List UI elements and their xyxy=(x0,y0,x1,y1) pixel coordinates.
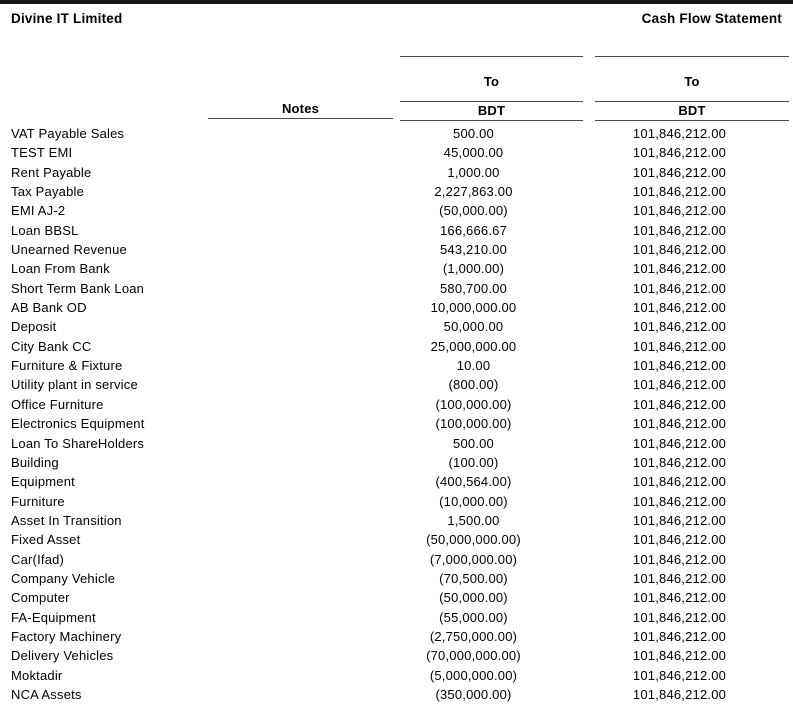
amount-cell-cumulative: 101,846,212.00 xyxy=(632,590,727,606)
column-gap xyxy=(382,414,389,433)
notes-cell xyxy=(197,240,382,259)
column-gap xyxy=(382,240,389,259)
column-gap xyxy=(572,434,584,453)
column-gap xyxy=(572,279,584,298)
account-label: Equipment xyxy=(11,474,75,490)
amount-cell-period: (100.00) xyxy=(448,454,499,470)
amount-cell-period: 166,666.67 xyxy=(439,222,508,238)
amount-cell-cumulative: 101,846,212.00 xyxy=(632,164,727,180)
table-body xyxy=(0,124,793,704)
column-gap xyxy=(572,511,584,530)
account-label: Loan BBSL xyxy=(11,222,79,238)
column-gap xyxy=(572,356,584,375)
amount-cell-cumulative: 101,846,212.00 xyxy=(632,474,727,490)
column-gap xyxy=(382,298,389,317)
amount-cell-period: 45,000.00 xyxy=(443,145,504,161)
amount-cell-period: 10,000,000.00 xyxy=(430,300,517,316)
notes-cell xyxy=(197,317,382,336)
table-row xyxy=(0,317,793,336)
amount-cell-cumulative: 101,846,212.00 xyxy=(632,184,727,200)
amount-cell-cumulative: 101,846,212.00 xyxy=(632,319,727,335)
amount-cell-period: 500.00 xyxy=(453,435,494,451)
notes-cell xyxy=(197,511,382,530)
amount-cell-period: (350,000.00) xyxy=(435,686,512,702)
notes-cell xyxy=(197,627,382,646)
table-row xyxy=(0,182,793,201)
notes-cell xyxy=(197,492,382,511)
amount-cell-period: 1,000.00 xyxy=(447,164,500,180)
column-gap xyxy=(382,588,389,607)
account-label: VAT Payable Sales xyxy=(11,126,125,141)
column-gap xyxy=(382,182,389,201)
notes-cell xyxy=(197,685,382,704)
account-label: Furniture & Fixture xyxy=(11,358,123,374)
amount-cell-period: (50,000.00) xyxy=(439,203,508,219)
column-gap xyxy=(572,259,584,278)
column-gap xyxy=(382,375,389,394)
table-row xyxy=(0,356,793,375)
column-gap xyxy=(382,434,389,453)
notes-cell xyxy=(197,124,382,143)
account-label: EMI AJ-2 xyxy=(11,203,66,219)
column-1-currency-label: BDT xyxy=(477,103,506,118)
table-row xyxy=(0,588,793,607)
notes-cell xyxy=(197,163,382,182)
amount-cell-period: 1,500.00 xyxy=(447,512,500,528)
account-label: FA-Equipment xyxy=(11,609,96,625)
account-label: Rent Payable xyxy=(11,164,92,180)
column-gap xyxy=(382,317,389,336)
document-header xyxy=(11,11,782,26)
notes-cell xyxy=(197,588,382,607)
amount-cell-period: (70,000,000.00) xyxy=(426,648,521,664)
table-row xyxy=(0,530,793,549)
column-gap xyxy=(382,627,389,646)
notes-cell xyxy=(197,608,382,627)
notes-cell xyxy=(197,414,382,433)
account-label: Building xyxy=(11,454,59,470)
amount-cell-cumulative: 101,846,212.00 xyxy=(632,551,727,567)
table-row xyxy=(0,434,793,453)
table-row xyxy=(0,472,793,491)
notes-cell xyxy=(197,182,382,201)
column-1-period-label: To xyxy=(483,74,500,89)
notes-cell xyxy=(197,472,382,491)
table-row xyxy=(0,511,793,530)
amount-cell-period: 543,210.00 xyxy=(439,242,508,258)
notes-cell xyxy=(197,666,382,685)
amount-cell-cumulative: 101,846,212.00 xyxy=(632,396,727,412)
table-row xyxy=(0,221,793,240)
amount-cell-period: (2,750,000.00) xyxy=(429,628,518,644)
notes-cell xyxy=(197,434,382,453)
column-gap xyxy=(572,569,584,588)
amount-cell-cumulative: 101,846,212.00 xyxy=(632,435,727,451)
amount-cell-cumulative: 101,846,212.00 xyxy=(632,261,727,277)
amount-cell-cumulative: 101,846,212.00 xyxy=(632,454,727,470)
amount-column-2-header xyxy=(595,56,789,121)
top-border-bar xyxy=(0,0,793,4)
amount-cell-period: (70,500.00) xyxy=(439,570,508,586)
table-row xyxy=(0,201,793,220)
amount-cell-cumulative: 101,846,212.00 xyxy=(632,667,727,683)
table-row xyxy=(0,550,793,569)
account-label: Company Vehicle xyxy=(11,570,116,586)
table-row xyxy=(0,492,793,511)
column-gap xyxy=(382,685,389,704)
column-2-mid-rule xyxy=(595,101,789,102)
column-1-top-rule xyxy=(400,56,583,57)
table-row xyxy=(0,666,793,685)
column-gap xyxy=(572,182,584,201)
column-gap xyxy=(572,317,584,336)
amount-cell-period: 25,000,000.00 xyxy=(430,338,517,354)
column-gap xyxy=(382,337,389,356)
account-label: Moktadir xyxy=(11,667,63,683)
account-label: Furniture xyxy=(11,493,65,509)
account-label: Unearned Revenue xyxy=(11,242,127,258)
column-gap xyxy=(382,143,389,162)
amount-cell-period: 2,227,863.00 xyxy=(434,184,513,200)
column-gap xyxy=(382,163,389,182)
account-label: Office Furniture xyxy=(11,396,104,412)
table-row xyxy=(0,646,793,665)
column-gap xyxy=(572,143,584,162)
amount-cell-period: (7,000,000.00) xyxy=(429,551,518,567)
table-row xyxy=(0,163,793,182)
notes-cell xyxy=(197,259,382,278)
column-gap xyxy=(382,492,389,511)
notes-cell xyxy=(197,143,382,162)
amount-cell-period: (50,000,000.00) xyxy=(426,532,521,548)
column-2-currency-label: BDT xyxy=(678,103,706,118)
account-label: Car(Ifad) xyxy=(11,551,65,567)
amount-cell-period: (800.00) xyxy=(448,377,499,393)
column-2-bottom-rule xyxy=(595,120,789,121)
column-gap xyxy=(572,472,584,491)
column-gap xyxy=(572,414,584,433)
column-gap xyxy=(572,588,584,607)
column-gap xyxy=(572,666,584,685)
notes-cell xyxy=(197,453,382,472)
table-row xyxy=(0,124,793,143)
amount-cell-cumulative: 101,846,212.00 xyxy=(632,532,727,548)
account-label: NCA Assets xyxy=(11,686,82,702)
notes-cell xyxy=(197,356,382,375)
notes-column-header xyxy=(208,101,393,119)
amount-cell-period: 500.00 xyxy=(453,126,494,141)
amount-cell-cumulative: 101,846,212.00 xyxy=(632,648,727,664)
amount-cell-cumulative: 101,846,212.00 xyxy=(632,222,727,238)
amount-cell-period: 10.00 xyxy=(456,358,491,374)
account-label: Factory Machinery xyxy=(11,628,122,644)
notes-cell xyxy=(197,337,382,356)
table-row xyxy=(0,375,793,394)
table-row xyxy=(0,608,793,627)
amount-cell-cumulative: 101,846,212.00 xyxy=(632,416,727,432)
column-gap xyxy=(382,530,389,549)
account-label: TEST EMI xyxy=(11,145,73,161)
column-gap xyxy=(382,608,389,627)
amount-cell-period: (100,000.00) xyxy=(435,416,512,432)
account-label: Short Term Bank Loan xyxy=(11,280,145,296)
column-gap xyxy=(382,124,389,143)
amount-cell-cumulative: 101,846,212.00 xyxy=(632,126,727,141)
amount-cell-period: (100,000.00) xyxy=(435,396,512,412)
column-gap xyxy=(572,453,584,472)
account-label: Fixed Asset xyxy=(11,532,81,548)
column-gap xyxy=(572,221,584,240)
amount-column-1-header xyxy=(400,56,583,121)
column-gap xyxy=(572,608,584,627)
column-gap xyxy=(382,453,389,472)
report-title: Cash Flow Statement xyxy=(641,11,782,26)
amount-cell-cumulative: 101,846,212.00 xyxy=(632,203,727,219)
amount-cell-cumulative: 101,846,212.00 xyxy=(632,145,727,161)
table-row xyxy=(0,414,793,433)
account-label: Asset In Transition xyxy=(11,512,122,528)
amount-cell-period: 580,700.00 xyxy=(439,280,508,296)
column-gap xyxy=(382,646,389,665)
table-row xyxy=(0,627,793,646)
amount-cell-period: (10,000.00) xyxy=(439,493,508,509)
column-gap xyxy=(382,221,389,240)
amount-cell-cumulative: 101,846,212.00 xyxy=(632,280,727,296)
table-row xyxy=(0,685,793,704)
amount-cell-cumulative: 101,846,212.00 xyxy=(632,609,727,625)
amount-cell-period: (50,000.00) xyxy=(439,590,508,606)
amount-cell-cumulative: 101,846,212.00 xyxy=(632,493,727,509)
notes-cell xyxy=(197,646,382,665)
column-gap xyxy=(572,240,584,259)
account-label: Deposit xyxy=(11,319,57,335)
column-gap xyxy=(572,395,584,414)
account-label: City Bank CC xyxy=(11,338,92,354)
table-row xyxy=(0,279,793,298)
account-label: Utility plant in service xyxy=(11,377,138,393)
amount-cell-period: (1,000.00) xyxy=(442,261,505,277)
notes-cell xyxy=(197,395,382,414)
amount-cell-period: (55,000.00) xyxy=(439,609,508,625)
column-1-bottom-rule xyxy=(400,120,583,121)
amount-cell-cumulative: 101,846,212.00 xyxy=(632,377,727,393)
amount-cell-cumulative: 101,846,212.00 xyxy=(632,686,727,702)
column-1-mid-rule xyxy=(400,101,583,102)
amount-cell-cumulative: 101,846,212.00 xyxy=(632,358,727,374)
column-gap xyxy=(382,395,389,414)
column-gap xyxy=(382,666,389,685)
amount-cell-period: 50,000.00 xyxy=(443,319,504,335)
notes-cell xyxy=(197,279,382,298)
column-gap xyxy=(382,472,389,491)
account-label: Delivery Vehicles xyxy=(11,648,114,664)
table-row xyxy=(0,395,793,414)
notes-cell xyxy=(197,530,382,549)
amount-cell-cumulative: 101,846,212.00 xyxy=(632,570,727,586)
amount-cell-period: (5,000,000.00) xyxy=(429,667,518,683)
amount-cell-period: (400,564.00) xyxy=(435,474,512,490)
column-gap xyxy=(572,201,584,220)
account-label: AB Bank OD xyxy=(11,300,87,316)
notes-cell xyxy=(197,569,382,588)
amount-cell-cumulative: 101,846,212.00 xyxy=(632,300,727,316)
column-gap xyxy=(572,124,584,143)
amount-cell-cumulative: 101,846,212.00 xyxy=(632,338,727,354)
column-gap xyxy=(572,646,584,665)
column-gap xyxy=(382,356,389,375)
amount-cell-cumulative: 101,846,212.00 xyxy=(632,512,727,528)
table-row xyxy=(0,453,793,472)
column-gap xyxy=(382,201,389,220)
account-label: Loan To ShareHolders xyxy=(11,435,145,451)
column-gap xyxy=(572,375,584,394)
column-gap xyxy=(382,550,389,569)
amount-cell-cumulative: 101,846,212.00 xyxy=(632,628,727,644)
column-gap xyxy=(382,279,389,298)
table-row xyxy=(0,569,793,588)
column-gap xyxy=(382,511,389,530)
column-gap xyxy=(572,163,584,182)
column-gap xyxy=(572,298,584,317)
column-gap xyxy=(572,492,584,511)
column-gap xyxy=(382,569,389,588)
column-gap xyxy=(572,685,584,704)
notes-cell xyxy=(197,221,382,240)
column-gap xyxy=(572,550,584,569)
table-row xyxy=(0,259,793,278)
column-gap xyxy=(572,530,584,549)
account-label: Electronics Equipment xyxy=(11,416,145,432)
table-row xyxy=(0,240,793,259)
notes-column-label: Notes xyxy=(281,101,320,116)
notes-cell xyxy=(197,550,382,569)
table-row xyxy=(0,298,793,317)
table-row xyxy=(0,143,793,162)
account-label: Loan From Bank xyxy=(11,261,110,277)
notes-cell xyxy=(197,201,382,220)
column-gap xyxy=(572,337,584,356)
column-2-period-label: To xyxy=(684,74,700,89)
notes-cell xyxy=(197,298,382,317)
account-label: Tax Payable xyxy=(11,184,85,200)
column-gap xyxy=(572,627,584,646)
account-label: Computer xyxy=(11,590,70,606)
column-2-top-rule xyxy=(595,56,789,57)
company-name: Divine IT Limited xyxy=(11,11,123,26)
notes-cell xyxy=(197,375,382,394)
column-gap xyxy=(382,259,389,278)
table-row xyxy=(0,337,793,356)
amount-cell-cumulative: 101,846,212.00 xyxy=(632,242,727,258)
